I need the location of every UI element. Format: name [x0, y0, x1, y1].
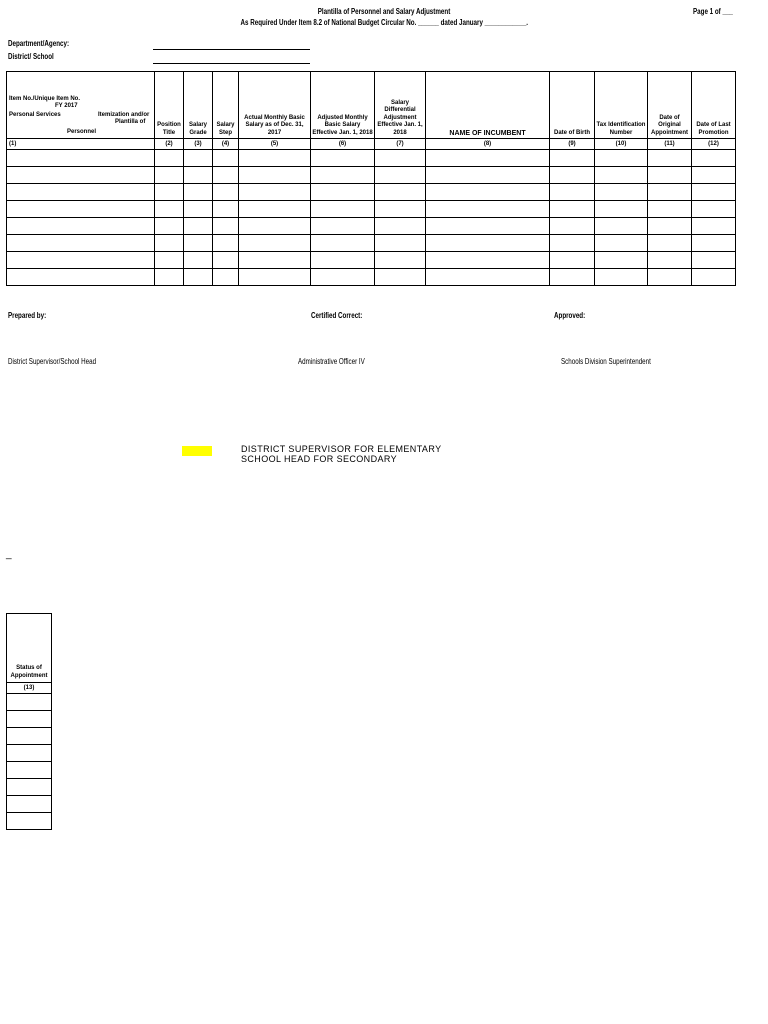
table-cell[interactable]: [7, 711, 52, 728]
table-row: [7, 728, 52, 745]
table-cell[interactable]: [155, 201, 184, 218]
column-number: (11): [648, 139, 692, 150]
page-number: Page 1 of ___: [693, 7, 733, 16]
table-cell[interactable]: [311, 201, 375, 218]
table-cell[interactable]: [375, 201, 426, 218]
certified-correct-name: Administrative Officer IV: [298, 357, 365, 366]
table-cell[interactable]: [155, 218, 184, 235]
table-cell[interactable]: [648, 201, 692, 218]
header-date-of-birth: Date of Birth: [550, 72, 595, 139]
header-fy-line: FY 2017: [55, 103, 78, 109]
table-cell[interactable]: [550, 218, 595, 235]
table-cell[interactable]: [595, 252, 648, 269]
table-cell[interactable]: [184, 184, 213, 201]
document-subtitle: As Required Under Item 8.2 of National Budget Circular No. ______ dated January ____________.: [240, 18, 528, 27]
table-cell[interactable]: [426, 235, 550, 252]
department-label: Department/Agency:: [8, 39, 70, 48]
table-cell[interactable]: [7, 252, 155, 269]
table-row: [7, 167, 736, 184]
column-number: (3): [184, 139, 213, 150]
table-cell[interactable]: [692, 218, 736, 235]
column-number: (10): [595, 139, 648, 150]
table-row: [7, 269, 736, 286]
table-cell[interactable]: [184, 167, 213, 184]
status-of-appointment-table: [6, 613, 52, 830]
table-cell[interactable]: [155, 184, 184, 201]
table-cell[interactable]: [648, 218, 692, 235]
table-cell[interactable]: [213, 201, 239, 218]
district-field[interactable]: [153, 63, 310, 64]
column-number: (7): [375, 139, 426, 150]
table-cell[interactable]: [692, 150, 736, 167]
table-cell[interactable]: [7, 167, 155, 184]
table-header-row: [7, 72, 736, 139]
header-position-title: Position Title: [155, 72, 184, 139]
column-number: (12): [692, 139, 736, 150]
table-cell[interactable]: [7, 269, 155, 286]
table-row: [7, 252, 736, 269]
table-cell[interactable]: [7, 813, 52, 830]
table-cell[interactable]: [648, 184, 692, 201]
table-cell[interactable]: [550, 235, 595, 252]
table-cell[interactable]: [426, 150, 550, 167]
column-number: (6): [311, 139, 375, 150]
table-cell[interactable]: [550, 269, 595, 286]
table-cell[interactable]: [155, 150, 184, 167]
table-cell[interactable]: [550, 201, 595, 218]
table-cell[interactable]: [155, 252, 184, 269]
table-row: [7, 813, 52, 830]
table-cell[interactable]: [426, 201, 550, 218]
table-cell[interactable]: [375, 218, 426, 235]
table-cell[interactable]: [375, 184, 426, 201]
table-cell[interactable]: [426, 167, 550, 184]
table-row: [7, 201, 736, 218]
table-cell[interactable]: [311, 252, 375, 269]
table-cell[interactable]: [595, 235, 648, 252]
header-salary-grade: Salary Grade: [184, 72, 213, 139]
table-cell[interactable]: [7, 745, 52, 762]
department-field[interactable]: [153, 49, 310, 50]
header-salary-differential: Salary Differential Adjustment Effective Jan. 1, 2018: [375, 72, 426, 139]
header-ps-line: Personal Services: [9, 112, 61, 118]
table-cell[interactable]: [7, 184, 155, 201]
header-last-promotion: Date of Last Promotion: [692, 72, 736, 139]
header-item-no-line: Item No./Unique Item No.: [9, 96, 81, 102]
table-row: [7, 694, 52, 711]
table-cell[interactable]: [692, 252, 736, 269]
table-cell[interactable]: [7, 779, 52, 796]
header-adjusted-salary: Adjusted Monthly Basic Salary Effective Jan. 1, 2018: [311, 72, 375, 139]
table-cell[interactable]: [375, 235, 426, 252]
table-row: [7, 184, 736, 201]
column-number: (13): [7, 683, 52, 694]
table-row: [7, 711, 52, 728]
district-label: District/ School: [8, 52, 54, 61]
header-name-of-incumbent: NAME OF INCUMBENT: [426, 72, 550, 139]
table-row: [7, 779, 52, 796]
prepared-by-label: Prepared by:: [8, 311, 47, 320]
table-cell[interactable]: [7, 150, 155, 167]
table-cell[interactable]: [648, 269, 692, 286]
table-cell[interactable]: [311, 167, 375, 184]
column-number: (9): [550, 139, 595, 150]
header-item-no: [7, 72, 155, 139]
table-cell[interactable]: [213, 218, 239, 235]
legend-line-elementary: DISTRICT SUPERVISOR FOR ELEMENTARY: [241, 444, 442, 454]
table-row: [7, 235, 736, 252]
table-cell[interactable]: [239, 218, 311, 235]
table-cell[interactable]: [7, 218, 155, 235]
table-cell[interactable]: [184, 218, 213, 235]
column-number: (2): [155, 139, 184, 150]
table-cell[interactable]: [426, 252, 550, 269]
table-cell[interactable]: [7, 694, 52, 711]
column-number: (1): [7, 139, 155, 150]
table-row: [7, 796, 52, 813]
header-personnel-line: Personnel: [67, 129, 97, 135]
table-cell[interactable]: [213, 252, 239, 269]
table-cell[interactable]: [239, 150, 311, 167]
table-cell[interactable]: [550, 150, 595, 167]
table-cell[interactable]: [692, 184, 736, 201]
column-number: (8): [426, 139, 550, 150]
table-cell[interactable]: [213, 235, 239, 252]
table-cell[interactable]: [7, 201, 155, 218]
table-cell[interactable]: [692, 269, 736, 286]
table-cell[interactable]: [7, 762, 52, 779]
table-cell[interactable]: [184, 252, 213, 269]
table-cell[interactable]: [213, 184, 239, 201]
table-cell[interactable]: [648, 150, 692, 167]
table-cell[interactable]: [550, 252, 595, 269]
table-cell[interactable]: [648, 252, 692, 269]
table-cell[interactable]: [239, 167, 311, 184]
table-cell[interactable]: [239, 235, 311, 252]
table-cell[interactable]: [595, 269, 648, 286]
legend-line-secondary: SCHOOL HEAD FOR SECONDARY: [241, 454, 398, 464]
header-original-appointment: Date of Original Appointment: [648, 72, 692, 139]
table-cell[interactable]: [375, 269, 426, 286]
table-cell[interactable]: [184, 235, 213, 252]
table-cell[interactable]: [692, 167, 736, 184]
header-plantilla-line: Plantilla of: [115, 119, 146, 125]
column-number: (4): [213, 139, 239, 150]
table-cell[interactable]: [426, 184, 550, 201]
header-status-of-appointment: Status of Appointment: [7, 614, 52, 683]
table-cell[interactable]: [184, 201, 213, 218]
table-cell[interactable]: [213, 150, 239, 167]
table-row: [7, 150, 736, 167]
table-cell[interactable]: [184, 150, 213, 167]
table-cell[interactable]: [311, 184, 375, 201]
table-cell[interactable]: [595, 218, 648, 235]
table-cell[interactable]: [239, 201, 311, 218]
approved-name: Schools Division Superintendent: [561, 357, 651, 366]
table-cell[interactable]: [375, 150, 426, 167]
approved-label: Approved:: [554, 311, 586, 320]
table-cell[interactable]: [375, 167, 426, 184]
table-row: [7, 218, 736, 235]
table-cell[interactable]: [426, 218, 550, 235]
table-cell[interactable]: [7, 235, 155, 252]
table-cell[interactable]: [692, 235, 736, 252]
stray-dash: _: [6, 549, 12, 560]
legend-highlight-swatch: [182, 446, 212, 456]
table-cell[interactable]: [239, 184, 311, 201]
table-cell[interactable]: [311, 150, 375, 167]
table-cell[interactable]: [239, 252, 311, 269]
column-number: (5): [239, 139, 311, 150]
table-cell[interactable]: [7, 728, 52, 745]
table-cell[interactable]: [692, 201, 736, 218]
table-cell[interactable]: [595, 150, 648, 167]
table-cell[interactable]: [648, 235, 692, 252]
table-cell[interactable]: [7, 796, 52, 813]
table-cell[interactable]: [375, 252, 426, 269]
table-cell[interactable]: [213, 167, 239, 184]
table-cell[interactable]: [155, 269, 184, 286]
document-title: Plantilla of Personnel and Salary Adjustment: [317, 7, 451, 16]
table-cell[interactable]: [213, 269, 239, 286]
table-cell[interactable]: [595, 167, 648, 184]
header-itemization-line: Itemization and/or: [98, 112, 150, 118]
status-header-row: [7, 614, 52, 683]
table-row: [7, 762, 52, 779]
table-cell[interactable]: [595, 201, 648, 218]
table-cell[interactable]: [311, 269, 375, 286]
column-number-row: [7, 139, 736, 150]
table-cell[interactable]: [155, 167, 184, 184]
header-tin: Tax Identification Number: [595, 72, 648, 139]
table-cell[interactable]: [184, 269, 213, 286]
table-cell[interactable]: [426, 269, 550, 286]
table-cell[interactable]: [550, 167, 595, 184]
table-cell[interactable]: [155, 235, 184, 252]
table-cell[interactable]: [239, 269, 311, 286]
plantilla-table: [6, 71, 736, 286]
table-cell[interactable]: [595, 184, 648, 201]
table-cell[interactable]: [311, 235, 375, 252]
header-actual-salary: Actual Monthly Basic Salary as of Dec. 31, 2017: [239, 72, 311, 139]
table-row: [7, 745, 52, 762]
table-cell[interactable]: [648, 167, 692, 184]
header-salary-step: Salary Step: [213, 72, 239, 139]
prepared-by-name: District Supervisor/School Head: [8, 357, 97, 366]
table-cell[interactable]: [311, 218, 375, 235]
table-cell[interactable]: [550, 184, 595, 201]
certified-correct-label: Certified Correct:: [311, 311, 363, 320]
status-number-row: [7, 683, 52, 694]
